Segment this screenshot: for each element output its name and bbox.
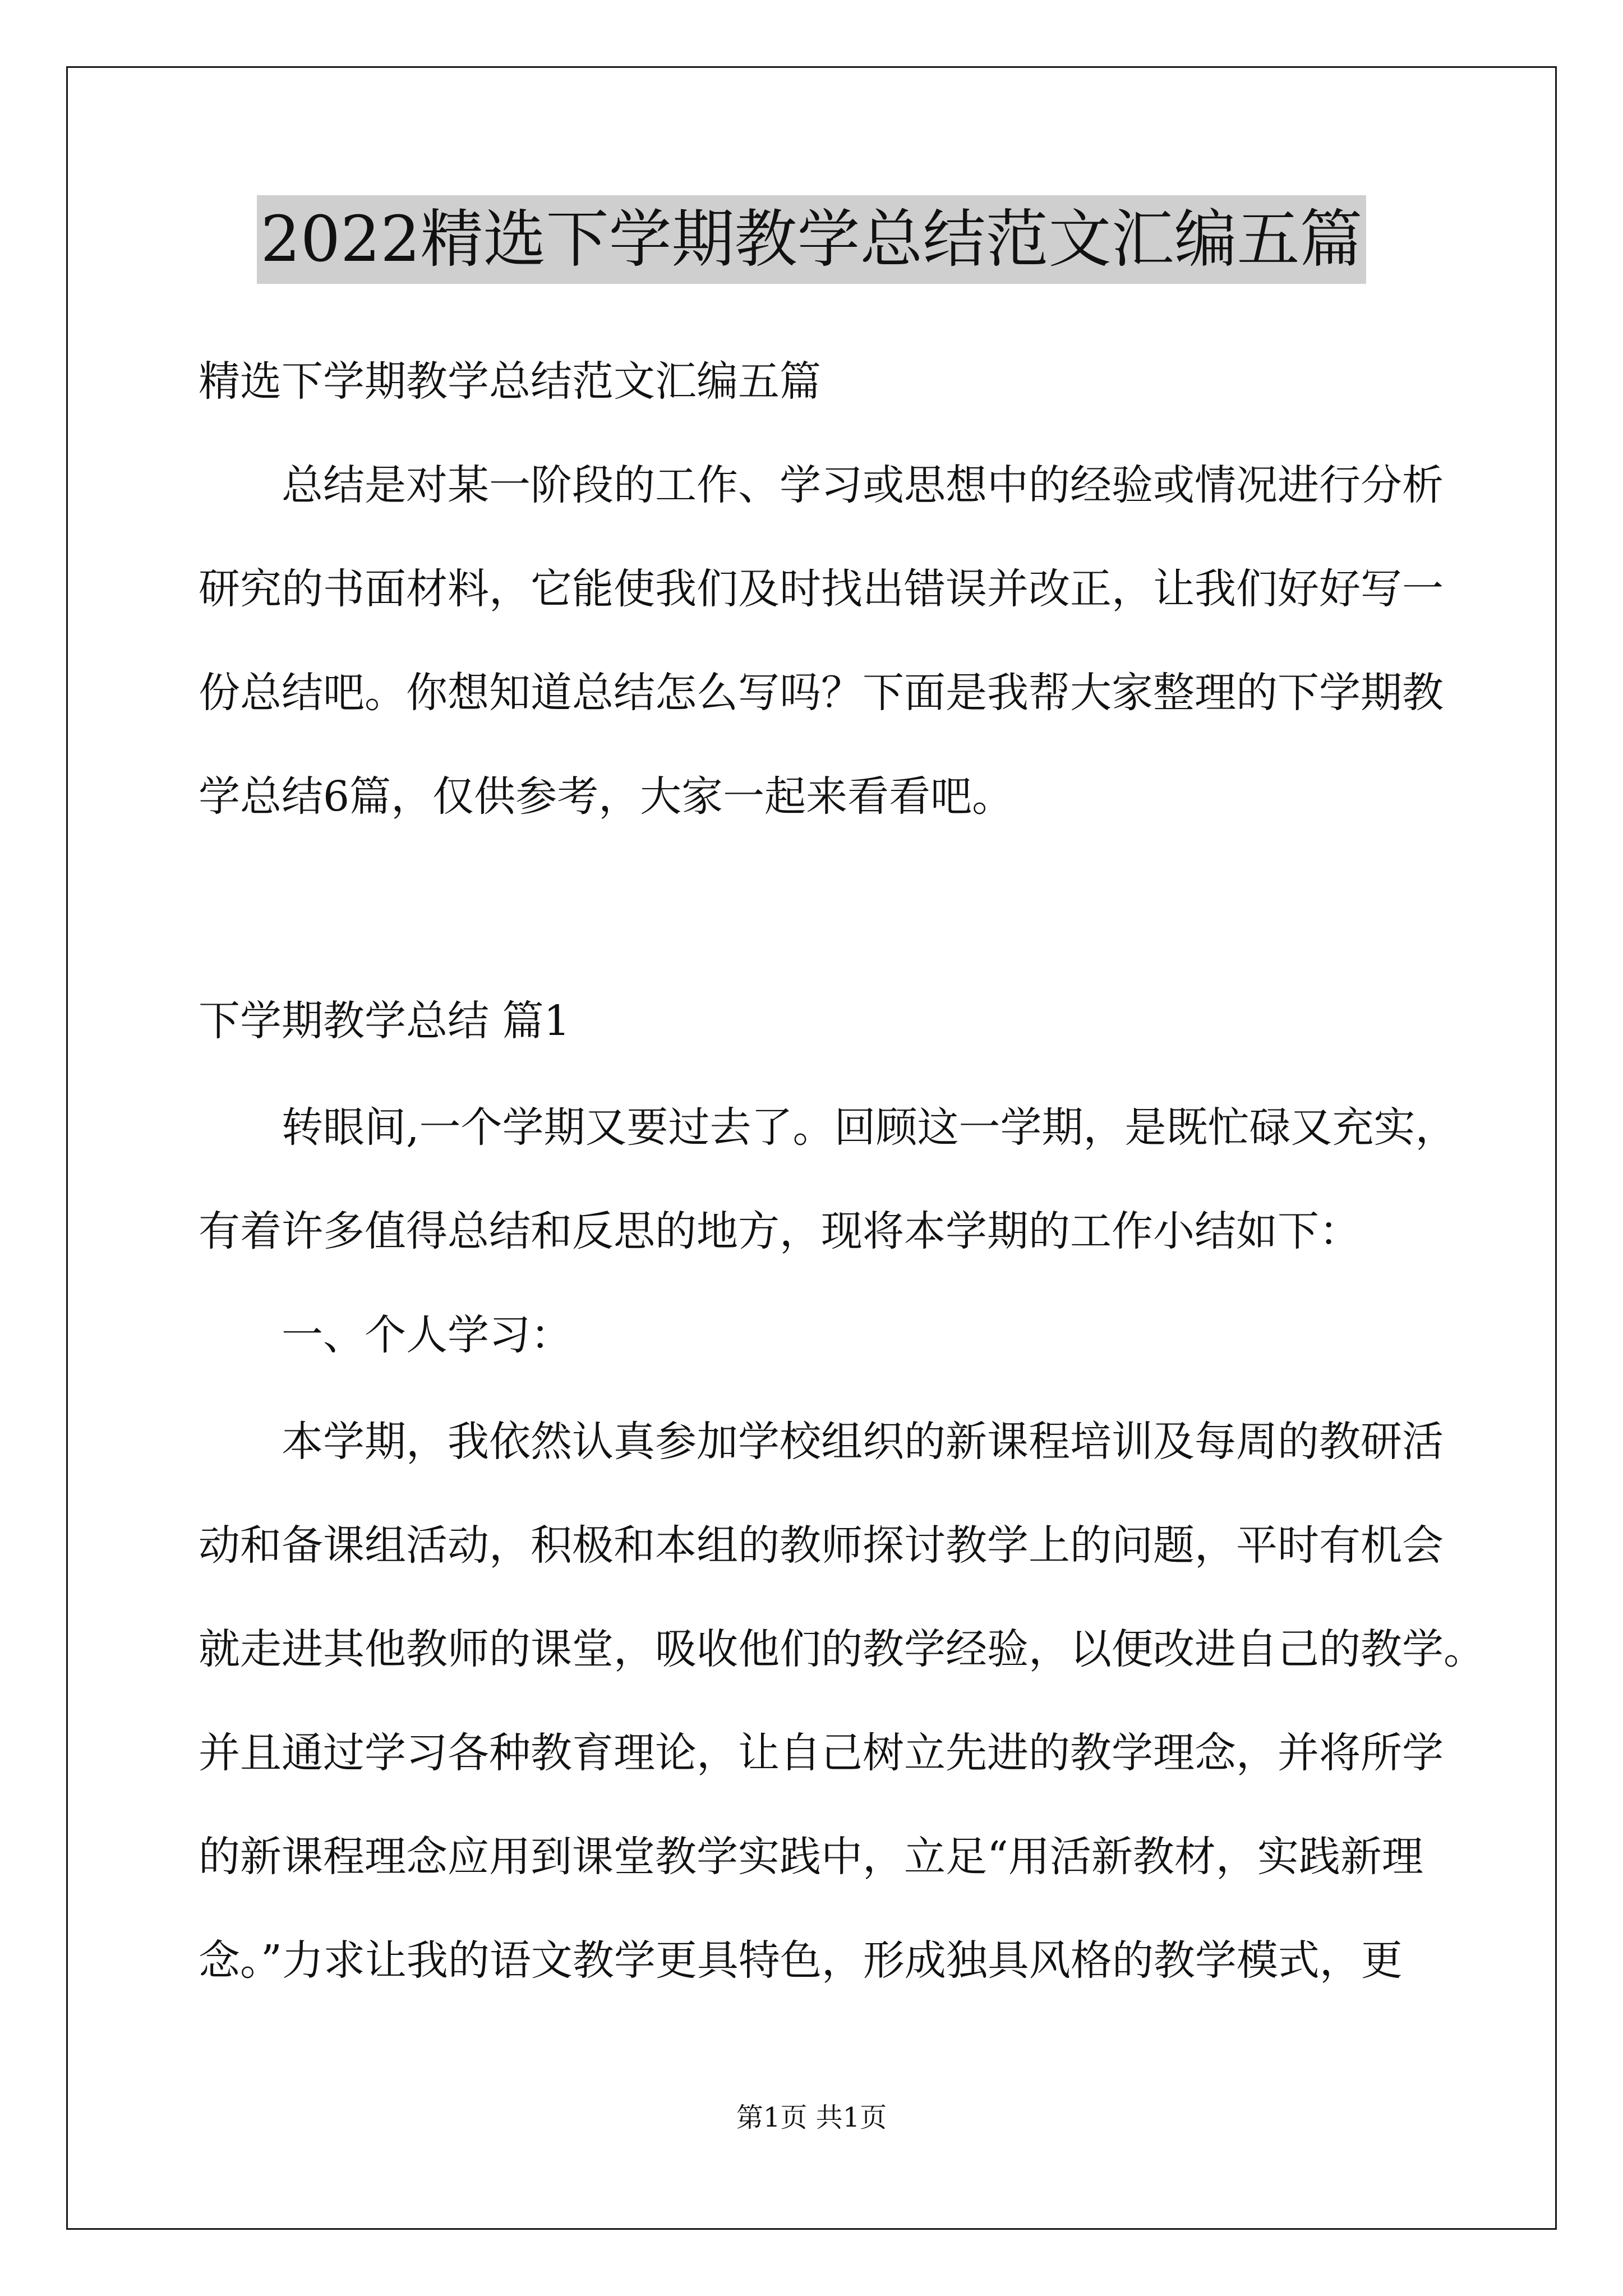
paragraph-line: 转眼间,一个学期又要过去了。回顾这一学期，是既忙碌又充实， — [282, 1103, 1457, 1152]
paragraph-line: 就走进其他教师的课堂，吸收他们的教学经验，以便改进自己的教学。 — [199, 1625, 1485, 1673]
subheading: 一、个人学习： — [282, 1311, 572, 1359]
paragraph-line: 的新课程理念应用到课堂教学实践中，立足“用活新教材，实践新理 — [199, 1833, 1423, 1881]
paragraph-line: 有着许多值得总结和反思的地方，现将本学期的工作小结如下： — [199, 1207, 1361, 1255]
page-number-footer: 第1页 共1页 — [736, 2102, 887, 2133]
paragraph-line: 动和备课组活动，积极和本组的教师探讨教学上的问题，平时有机会 — [199, 1521, 1444, 1570]
intro-line: 总结是对某一阶段的工作、学习或思想中的经验或情况进行分析 — [282, 461, 1444, 509]
paragraph-line: 并且通过学习各种教育理论，让自己树立先进的教学理念，并将所学 — [199, 1729, 1444, 1777]
intro-line: 研究的书面材料，它能使我们及时找出错误并改正，让我们好好写一 — [199, 565, 1444, 613]
intro-line: 份总结吧。你想知道总结怎么写吗？下面是我帮大家整理的下学期教 — [199, 669, 1444, 717]
paragraph-line: 本学期，我依然认真参加学校组织的新课程培训及每周的教研活 — [282, 1418, 1444, 1466]
intro-line: 学总结6篇，仅供参考，大家一起来看看吧。 — [199, 772, 1014, 821]
document-title: 2022精选下学期教学总结范文汇编五篇 — [257, 195, 1366, 284]
section-heading: 下学期教学总结 篇1 — [199, 997, 570, 1045]
title-container — [0, 195, 1623, 284]
paragraph-line: 念。”力求让我的语文教学更具特色，形成独具风格的教学模式，更 — [199, 1936, 1403, 1985]
document-subtitle: 精选下学期教学总结范文汇编五篇 — [199, 357, 821, 406]
